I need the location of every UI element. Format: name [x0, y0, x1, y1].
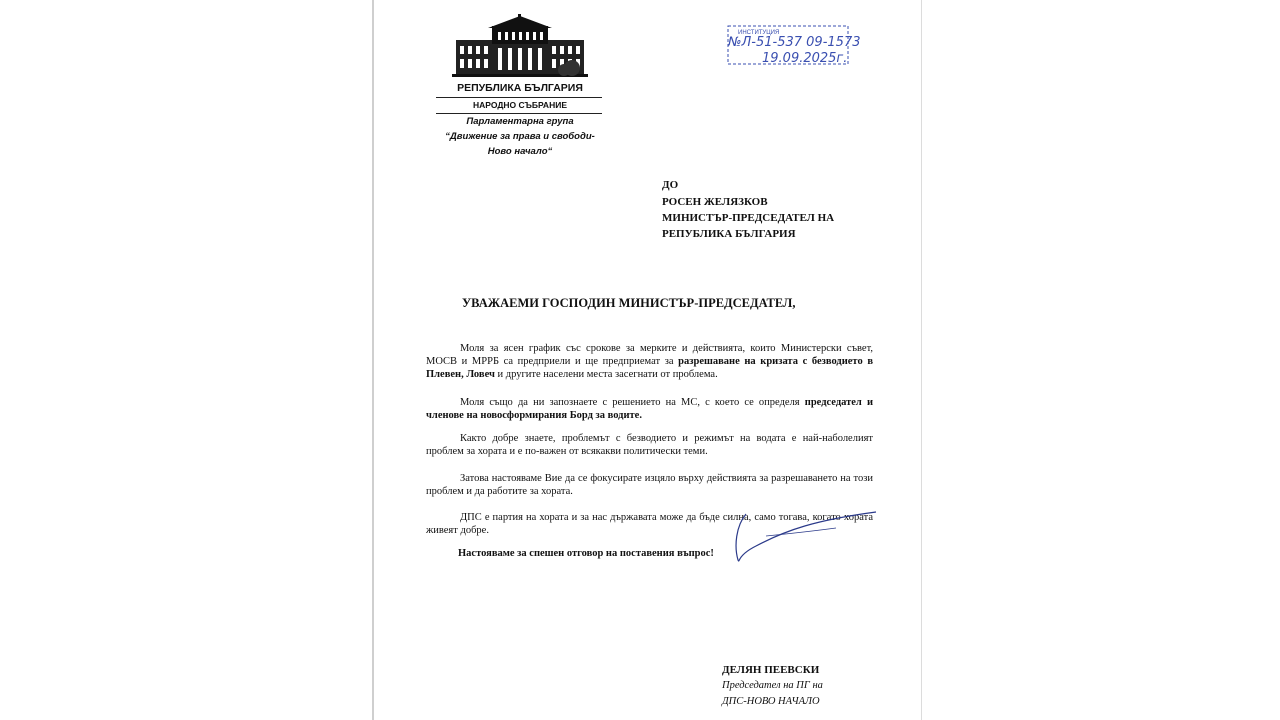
- signatory-role: Председател на ПГ на: [722, 680, 823, 691]
- stamp-date: 19.09.2025г.: [762, 51, 848, 66]
- header-divider: [436, 97, 602, 98]
- address-name: РОСЕН ЖЕЛЯЗКОВ: [662, 196, 768, 208]
- address-country: РЕПУБЛИКА БЪЛГАРИЯ: [662, 228, 796, 240]
- stamp-number: №Л-51-537 09-1573: [728, 35, 861, 50]
- address-to: ДО: [662, 179, 679, 191]
- header-party-line1: “Движение за права и свободи-: [445, 131, 595, 142]
- address-title: МИНИСТЪР-ПРЕДСЕДАТЕЛ НА: [662, 212, 835, 224]
- registration-stamp: [726, 22, 906, 68]
- header-group: Парламентарна група: [466, 116, 574, 127]
- body-paragraph-5: ДПС е партия на хората и за нас държавата може да бъде силна, само тогава, когато хората живеят добре.: [426, 512, 873, 536]
- body-paragraph-4: Затова настояваме Вие да се фокусирате изцяло върху действията за разрешаването на този проблем и да работите за хората.: [426, 473, 873, 497]
- header-assembly: НАРОДНО СЪБРАНИЕ: [472, 100, 567, 110]
- signatory-party: ДПС-НОВО НАЧАЛО: [722, 696, 820, 707]
- stamp-institution: ИНСТИТУЦИЯ: [738, 30, 780, 36]
- handwritten-signature: [726, 506, 886, 566]
- header-party-line2: Ново начало“: [487, 146, 553, 157]
- body-paragraph-2: Моля също да ни запознаете с решението на МС, с което се определя председател и членове на новосформирания Борд за водите.: [426, 397, 873, 421]
- header-republic: РЕПУБЛИКА БЪЛГАРИЯ: [457, 82, 583, 94]
- signatory-name: ДЕЛЯН ПЕЕВСКИ: [722, 664, 820, 676]
- parliament-building-logo: [452, 14, 588, 78]
- body-paragraph-1: Моля за ясен график със срокове за мерките и действията, които Министерски съвет, МОСВ и МРРБ са предприели и ще предприемат за разрешаване на кризата с безводието в Плевен, Ловеч и другите населени места засегнати от проблема.: [426, 343, 873, 380]
- header-divider: [436, 113, 602, 114]
- salutation: УВАЖАЕМИ ГОСПОДИН МИНИСТЪР-ПРЕДСЕДАТЕЛ,: [462, 296, 796, 310]
- body-paragraph-3: Както добре знаете, проблемът с безводието и режимът на водата е най-наболелият проблем за хората и е по-важен от всякакви политически теми.: [426, 433, 873, 457]
- body-paragraph-closing: Настояваме за спешен отговор на поставения въпрос!: [458, 548, 714, 559]
